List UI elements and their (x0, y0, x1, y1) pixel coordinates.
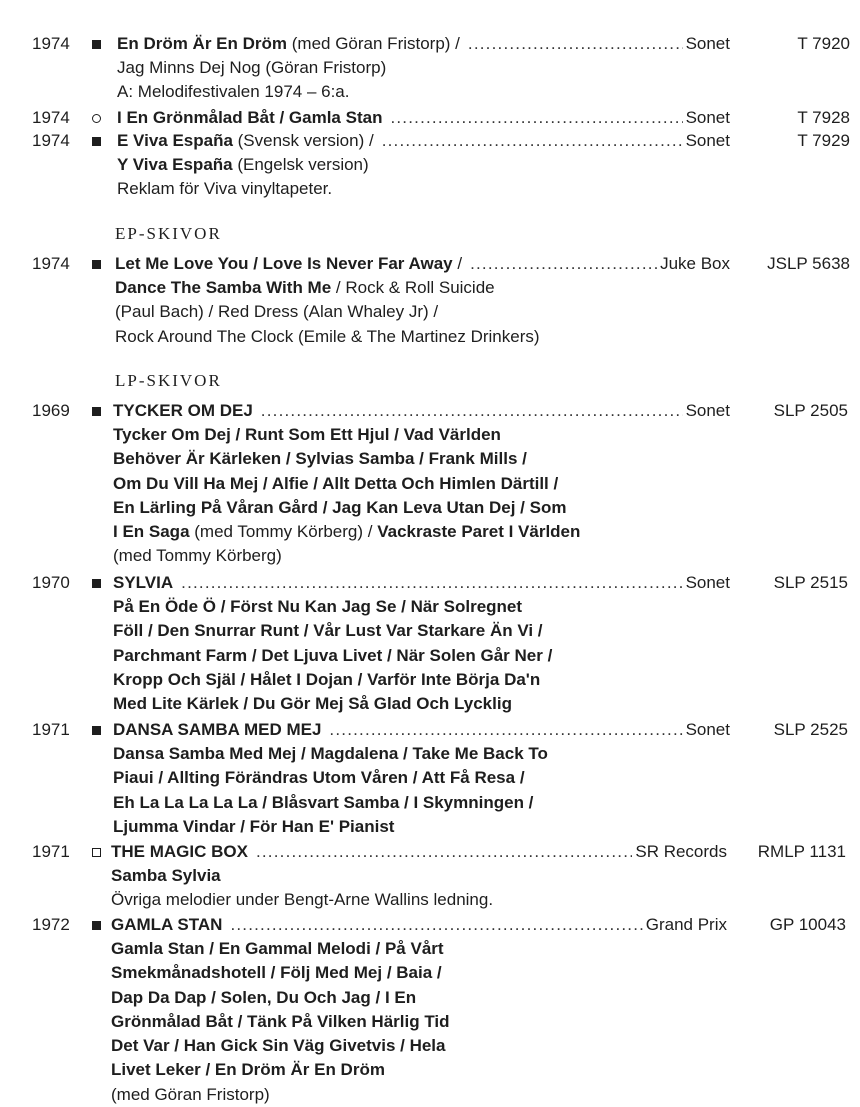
detail-text: (med Tommy Körberg) / (189, 522, 378, 542)
catalog-number: SLP 2505 (773, 401, 848, 420)
detail-text-bold: Gamla Stan / En Gammal Melodi / På Vårt (111, 939, 444, 958)
record-label: Grand Prix (645, 915, 727, 934)
filled-square-marker-icon (92, 718, 104, 742)
detail-line (113, 791, 548, 815)
detail-text-bold: Eh La La La La La / Blåsvart Samba / I Skymningen / (113, 792, 534, 812)
detail-line (111, 1083, 450, 1107)
detail-text: Reklam för Viva vinyltapeter. (117, 179, 333, 199)
detail-text: Övriga melodier under Bengt-Arne Wallins ledning. (111, 890, 494, 910)
detail-text-bold: Y Viva España (117, 155, 233, 174)
detail-line (113, 619, 552, 643)
detail-text-bold: Det Var / Han Gick Sin Väg Givetvis / Hela (111, 1036, 446, 1056)
entry-title (117, 129, 374, 153)
entry-title (113, 571, 173, 595)
record-label: Sonet (685, 401, 730, 420)
release-year: 1969 (32, 401, 70, 420)
detail-line (111, 937, 450, 961)
detail-line (111, 961, 450, 985)
detail-text-bold: Grönmålad Båt / Tänk På Vilken Härlig Tid (111, 1011, 450, 1031)
dot-leader (256, 840, 632, 864)
entry-title (115, 252, 462, 276)
detail-line (113, 742, 548, 766)
detail-line (111, 1034, 450, 1058)
detail-text: (Paul Bach) / Red Dress (Alan Whaley Jr) / (115, 302, 439, 322)
dot-leader (382, 129, 683, 153)
dot-leader (329, 718, 682, 742)
detail-line (113, 520, 580, 544)
detail-line (113, 472, 580, 496)
entry-title (111, 840, 248, 864)
entry-title (117, 32, 460, 56)
title-text: (med Göran Fristorp) / (287, 34, 460, 53)
title-text: (Svensk version) / (232, 131, 374, 150)
detail-line (111, 1058, 450, 1082)
record-label: Sonet (685, 131, 730, 150)
entry-details (117, 153, 369, 202)
detail-text: (Engelsk version) (232, 155, 369, 174)
entry-title-line (113, 718, 730, 742)
title-text-bold: TYCKER OM DEJ (113, 401, 253, 420)
detail-text: Jag Minns Dej Nog (Göran Fristorp) (117, 58, 387, 77)
entry-title-line (117, 129, 730, 153)
dot-leader (230, 913, 642, 937)
detail-text-bold: Dance The Samba With Me (115, 278, 332, 297)
detail-text: Rock Around The Clock (Emile & The Martinez Drinkers) (115, 326, 540, 346)
release-year: 1974 (32, 254, 70, 273)
release-year: 1974 (32, 108, 70, 127)
title-text-bold: THE MAGIC BOX (111, 842, 248, 861)
dot-leader (468, 32, 683, 56)
dot-leader (390, 106, 682, 130)
record-label: Juke Box (660, 254, 730, 273)
release-year: 1970 (32, 573, 70, 592)
entry-title (111, 913, 222, 937)
detail-text-bold: Behöver Är Kärleken / Sylvias Samba / Frank Mills / (113, 449, 527, 469)
detail-line (113, 447, 580, 471)
title-text-bold: E Viva España (117, 131, 233, 150)
entry-details (113, 742, 548, 839)
detail-line (113, 496, 580, 520)
entry-title-line (117, 106, 730, 130)
release-year: 1971 (32, 720, 70, 739)
detail-line (113, 644, 552, 668)
detail-text-bold: Tycker Om Dej / Runt Som Ett Hjul / Vad Världen (113, 425, 501, 444)
record-label: SR Records (635, 842, 727, 861)
detail-line (113, 766, 548, 790)
detail-text-bold: Föll / Den Snurrar Runt / Vår Lust Var Starkare Än Vi / (113, 621, 543, 641)
title-text-bold: Let Me Love You / Love Is Never Far Away (115, 254, 453, 273)
dot-leader (181, 571, 682, 595)
detail-line (117, 177, 369, 201)
detail-line (117, 56, 386, 80)
detail-text: (med Göran Fristorp) (111, 1084, 270, 1104)
catalog-number: RMLP 1131 (757, 842, 846, 861)
detail-line (115, 276, 540, 300)
release-year: 1972 (32, 915, 70, 934)
filled-square-marker-icon (92, 32, 104, 56)
detail-text: / Rock & Roll Suicide (331, 278, 495, 297)
title-text-bold: DANSA SAMBA MED MEJ (113, 720, 322, 739)
catalog-number: T 7920 (797, 34, 850, 53)
detail-line (117, 80, 386, 104)
open-square-marker-icon (92, 840, 104, 864)
entry-details (111, 864, 493, 913)
detail-text-bold: Samba Sylvia (111, 866, 221, 885)
detail-text-bold: Dansa Samba Med Mej / Magdalena / Take Me Back To (113, 744, 548, 763)
detail-text-bold: En Lärling På Våran Gård / Jag Kan Leva Utan Dej / Som (113, 497, 567, 517)
catalog-number: T 7929 (797, 131, 850, 150)
entry-details (115, 276, 540, 349)
section-heading: EP-SKIVOR (115, 224, 222, 243)
entry-title-line (113, 571, 730, 595)
entry-title (113, 399, 253, 423)
catalog-number: SLP 2525 (773, 720, 848, 739)
filled-square-marker-icon (92, 252, 104, 276)
detail-line (113, 595, 552, 619)
catalog-number: T 7928 (797, 108, 850, 127)
detail-line (111, 888, 493, 912)
detail-text-bold: Dap Da Dap / Solen, Du Och Jag / I En (111, 987, 417, 1007)
detail-line (111, 864, 493, 888)
dot-leader (470, 252, 657, 276)
detail-text: (med Tommy Körberg) (113, 546, 282, 566)
section-heading: LP-SKIVOR (115, 371, 222, 390)
filled-square-marker-icon (92, 129, 104, 153)
detail-line (115, 325, 540, 349)
detail-text-bold: Parchmant Farm / Det Ljuva Livet / När Solen Går Ner / (113, 645, 553, 665)
filled-square-marker-icon (92, 399, 104, 423)
detail-line (111, 986, 450, 1010)
entry-title-line (111, 840, 727, 864)
release-year: 1971 (32, 842, 70, 861)
detail-line (111, 1010, 450, 1034)
release-year: 1974 (32, 34, 70, 53)
title-text-bold: En Dröm Är En Dröm (117, 34, 288, 53)
entry-title-line (117, 32, 730, 56)
detail-text-bold: Smekmånadshotell / Följ Med Mej / Baia / (111, 963, 442, 983)
detail-line (113, 544, 580, 568)
detail-line (113, 668, 552, 692)
record-label: Sonet (685, 108, 730, 127)
detail-text-bold: Med Lite Kärlek / Du Gör Mej Så Glad Och Lycklig (113, 694, 512, 714)
filled-square-marker-icon (92, 571, 104, 595)
detail-text-bold: På En Öde Ö / Först Nu Kan Jag Se / När Solregnet (113, 597, 523, 616)
catalog-number: SLP 2515 (773, 573, 848, 592)
detail-text: A: Melodifestivalen 1974 – 6:a. (117, 82, 350, 102)
detail-text-bold: Om Du Vill Ha Mej / Alfie / Allt Detta Och Himlen Därtill / (113, 473, 559, 493)
record-label: Sonet (685, 573, 730, 592)
detail-line (115, 300, 540, 324)
circle-marker-icon (92, 106, 104, 130)
detail-text-bold: I En Saga (113, 522, 190, 542)
entry-details (117, 56, 386, 105)
dot-leader (261, 399, 683, 423)
detail-text-bold: Ljumma Vindar / För Han E' Pianist (113, 816, 395, 836)
detail-line (113, 423, 580, 447)
catalog-number: GP 10043 (769, 915, 846, 934)
detail-text-bold: Vackraste Paret I Världen (377, 522, 581, 542)
record-label: Sonet (685, 34, 730, 53)
detail-line (117, 153, 369, 177)
detail-text-bold: Kropp Och Själ / Hålet I Dojan / Varför Inte Börja Da'n (113, 669, 541, 689)
entry-details (111, 937, 450, 1107)
title-text-bold: SYLVIA (113, 573, 174, 592)
record-label: Sonet (685, 720, 730, 739)
entry-title (117, 106, 382, 130)
filled-square-marker-icon (92, 913, 104, 937)
entry-details (113, 423, 580, 569)
title-text: / (452, 254, 463, 273)
detail-text-bold: Piaui / Allting Förändras Utom Våren / Att Få Resa / (113, 768, 525, 788)
entry-title-line (115, 252, 730, 276)
catalog-number: JSLP 5638 (767, 254, 850, 273)
title-text-bold: I En Grönmålad Båt / Gamla Stan (117, 108, 383, 127)
release-year: 1974 (32, 131, 70, 150)
title-text-bold: GAMLA STAN (111, 915, 223, 934)
entry-title (113, 718, 321, 742)
entry-title-line (111, 913, 727, 937)
detail-line (113, 815, 548, 839)
entry-title-line (113, 399, 730, 423)
detail-text-bold: Livet Leker / En Dröm Är En Dröm (111, 1060, 385, 1080)
entry-details (113, 595, 552, 716)
detail-line (113, 692, 552, 716)
